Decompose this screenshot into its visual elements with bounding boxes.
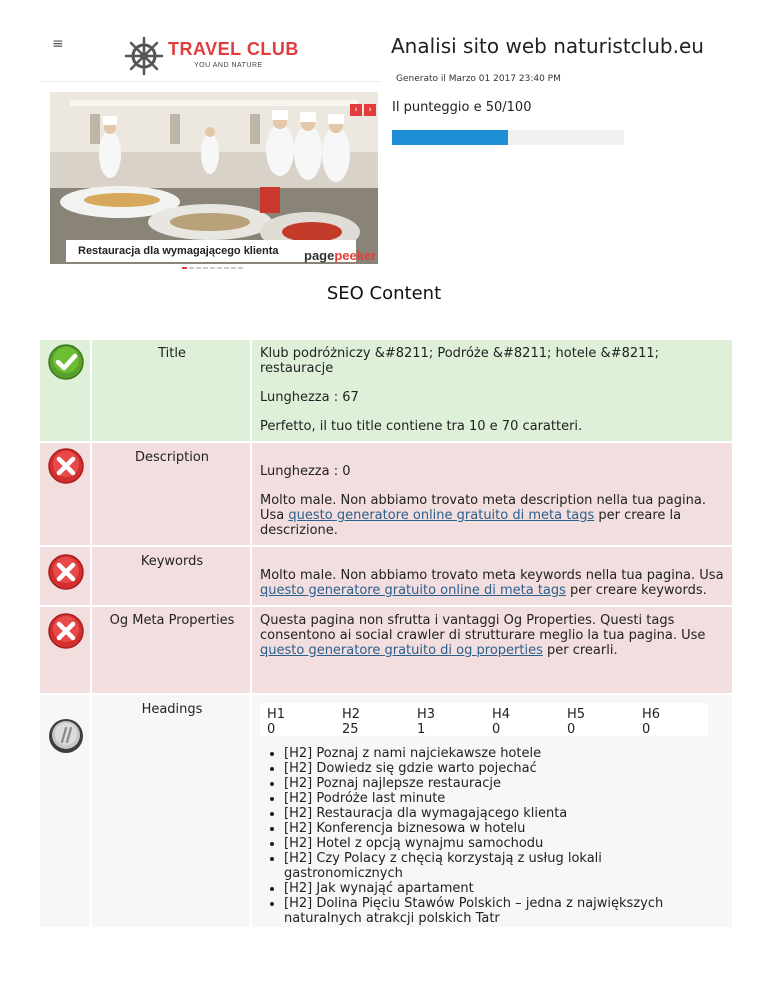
heading-tag: H4: [492, 707, 511, 722]
brand-name: TRAVEL CLUB: [168, 39, 299, 59]
row-label: Description: [94, 443, 252, 545]
list-item: • [H2] Dolina Pięciu Stawów Polskich – jedna z największych naturalnych atrakcji polskich Tatr: [284, 896, 704, 926]
slider-dot[interactable]: [210, 267, 215, 269]
menu-icon: ≡: [52, 36, 64, 52]
row-content: [254, 607, 732, 693]
seo-row-keywords: [40, 547, 732, 605]
list-item: • [H2] Poznaj najlepsze restauracje: [284, 776, 704, 791]
hero-caption: Restauracja dla wymagającego klienta: [66, 240, 356, 262]
seo-row-headings: [40, 695, 732, 927]
slider-arrows: [348, 97, 376, 116]
list-item: • [H2] Hotel z opcją wynajmu samochodu: [284, 836, 704, 851]
site-logo: [124, 36, 304, 78]
heading-col-h4: [492, 707, 567, 737]
list-item: • [H2] Czy Polacy z chęcią korzystają z usług lokali gastronomicznych: [284, 851, 704, 881]
meta-tags-generator-link[interactable]: questo generatore gratuito online di meta tags: [260, 583, 566, 598]
og-message: [260, 613, 726, 658]
slider-dot[interactable]: [217, 267, 222, 269]
heading-col-h3: [417, 707, 492, 737]
heading-count: 0: [492, 722, 501, 737]
title-length: Lunghezza : 67: [260, 390, 359, 405]
heading-col-h1: [267, 707, 342, 737]
watermark-part-a: page: [304, 248, 335, 263]
slider-next-button[interactable]: ›: [364, 104, 376, 116]
check-icon: [47, 343, 85, 381]
slider-dot[interactable]: [238, 267, 243, 269]
row-content: [254, 443, 732, 545]
headings-list: [284, 746, 704, 926]
heading-count: 1: [417, 722, 426, 737]
ship-wheel-icon: [124, 36, 164, 76]
heading-col-h5: [567, 707, 642, 737]
cross-icon: [47, 447, 85, 485]
seo-row-og-properties: [40, 607, 732, 693]
list-item: • [H2] Jak wynająć apartament: [284, 881, 704, 896]
slider-dot[interactable]: [182, 267, 187, 269]
row-label: Keywords: [94, 547, 252, 605]
row-label: Title: [94, 340, 252, 441]
row-label: Headings: [94, 695, 252, 927]
list-item: • [H2] Poznaj z nami najciekawsze hotele: [284, 746, 704, 761]
score-progress-fill: [392, 130, 508, 145]
heading-tag: H6: [642, 707, 661, 722]
keywords-message-a: Molto male. Non abbiamo trovato meta keywords nella tua pagina. Usa: [260, 568, 724, 583]
slider-dot[interactable]: [231, 267, 236, 269]
description-message-b: per creare la descrizione.: [260, 508, 682, 538]
seo-row-description: [40, 443, 732, 545]
title-message: Perfetto, il tuo title contiene tra 10 e 70 caratteri.: [260, 419, 583, 434]
status-cell: [40, 547, 92, 605]
og-message-a: Questa pagina non sfrutta i vantaggi Og Properties. Questi tags consentono ai social crawler di strutturare meglio la tua pagina. Use: [260, 613, 706, 643]
headings-count-table: [260, 703, 708, 736]
meta-tags-generator-link[interactable]: questo generatore online gratuito di meta tags: [288, 508, 595, 523]
slider-dot[interactable]: [224, 267, 229, 269]
heading-tag: H3: [417, 707, 436, 722]
row-content: [254, 695, 732, 927]
status-cell: [40, 695, 92, 927]
brand-tagline: YOU AND NATURE: [194, 62, 263, 69]
hero-photo: [50, 92, 378, 264]
description-message-a: Molto male. Non abbiamo trovato meta description nella tua pagina. Usa: [260, 493, 706, 523]
heading-count: 0: [567, 722, 576, 737]
list-item: • [H2] Dowiedz się gdzie warto pojechać: [284, 761, 704, 776]
heading-col-h6: [642, 707, 717, 737]
row-label: Og Meta Properties: [94, 607, 252, 693]
score-progress-bar: [392, 130, 624, 145]
heading-tag: H2: [342, 707, 361, 722]
section-title: SEO Content: [326, 283, 442, 304]
status-cell: [40, 340, 92, 441]
cross-icon: [47, 612, 85, 650]
og-properties-generator-link[interactable]: questo generatore gratuito di og properties: [260, 643, 543, 658]
slider-dot[interactable]: [196, 267, 201, 269]
slider-dots: [182, 267, 245, 270]
keywords-message-b: per creare keywords.: [565, 583, 707, 598]
score-text: Il punteggio e 50/100: [392, 100, 532, 115]
heading-count: 0: [642, 722, 651, 737]
heading-count: 25: [342, 722, 359, 737]
pagepeeker-watermark: [304, 248, 376, 263]
watermark-part-b: peeker: [334, 248, 377, 263]
description-length: Lunghezza : 0: [260, 464, 351, 479]
og-message-b: per crearli.: [542, 643, 618, 658]
slider-dot[interactable]: [189, 267, 194, 269]
page-title: Analisi sito web naturistclub.eu: [391, 34, 704, 58]
cross-icon: [47, 553, 85, 591]
list-item: • [H2] Podróże last minute: [284, 791, 704, 806]
slider-dot[interactable]: [203, 267, 208, 269]
title-value: Klub podróżniczy &#8211; Podróże &#8211; hotele &#8211; restauracje: [260, 346, 660, 376]
hero-slider: [50, 92, 378, 264]
row-content: [254, 340, 732, 441]
website-thumbnail: [40, 22, 381, 272]
heading-tag: H1: [267, 707, 286, 722]
description-message: [260, 493, 726, 538]
slider-prev-button[interactable]: ‹: [350, 104, 362, 116]
list-item: • [H2] Restauracja dla wymagającego klienta: [284, 806, 704, 821]
row-content: [254, 547, 732, 605]
heading-count: 0: [267, 722, 276, 737]
status-cell: [40, 443, 92, 545]
heading-col-h2: [342, 707, 417, 737]
thumbnail-site-header: [40, 22, 381, 82]
generated-timestamp: Generato il Marzo 01 2017 23:40 PM: [396, 74, 561, 84]
list-item: • [H2] Konferencja biznesowa w hotelu: [284, 821, 704, 836]
neutral-icon: [47, 717, 85, 755]
status-cell: [40, 607, 92, 693]
keywords-message: [260, 568, 726, 598]
heading-tag: H5: [567, 707, 586, 722]
seo-row-title: [40, 340, 732, 441]
